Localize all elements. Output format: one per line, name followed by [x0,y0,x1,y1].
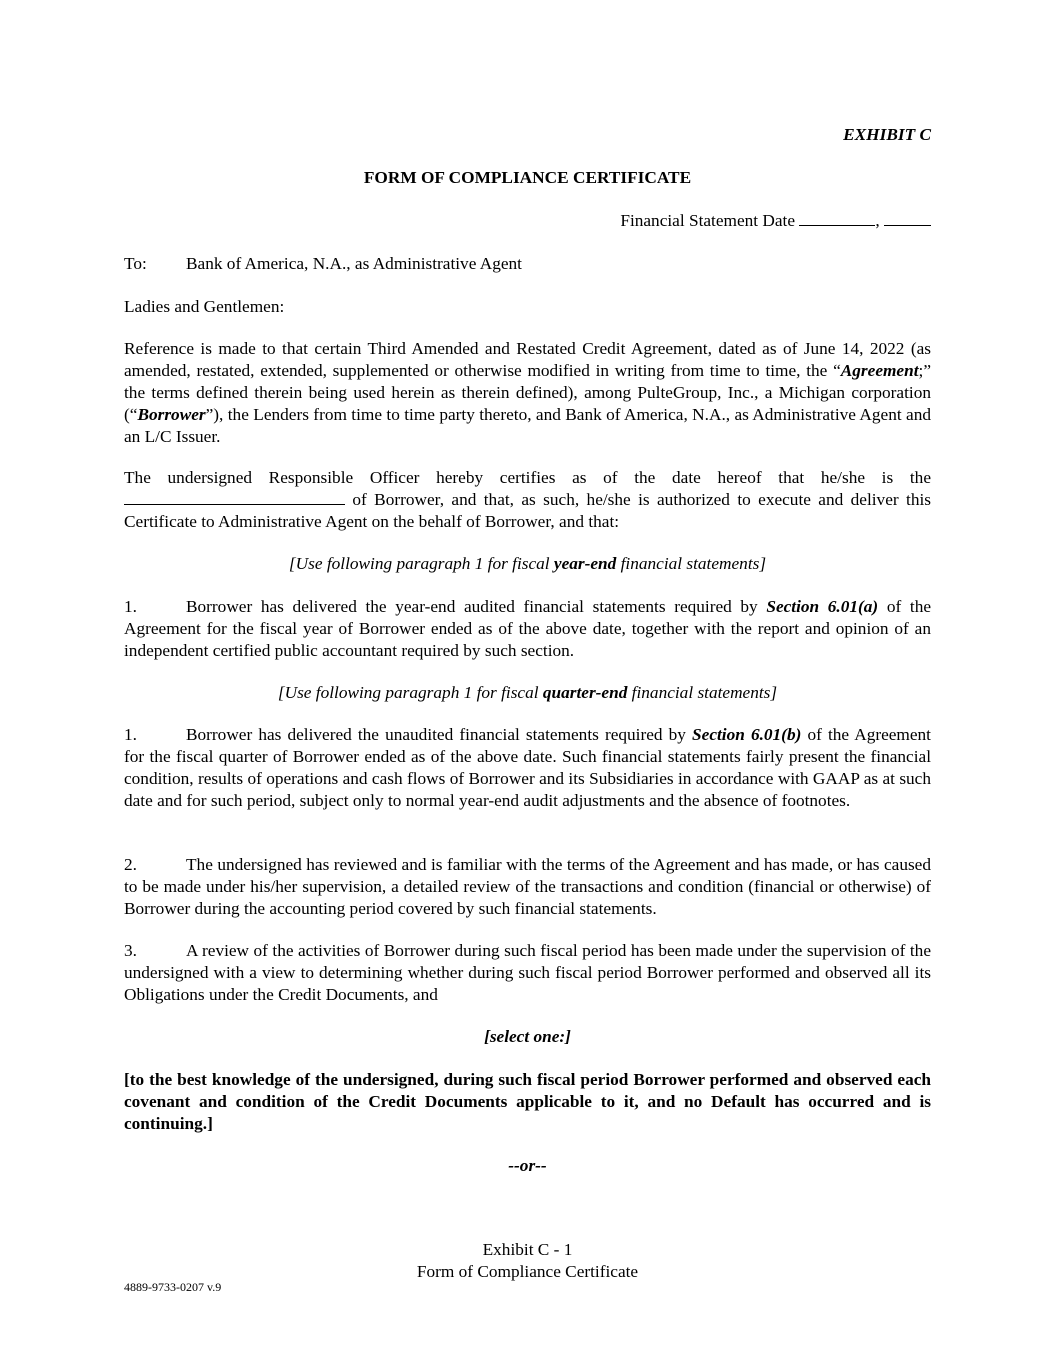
paragraph-3 [124,940,931,1006]
financial-statement-date-line [124,210,931,232]
paragraph-2 [124,854,931,920]
reference-text-part3: ”), the Lenders from time to time party thereto, and Bank of America, N.A., as Administrative Agent and an L/C Issuer. [124,405,931,446]
date-line-comma: , [875,211,880,230]
paragraph-number: 2. [124,855,137,874]
paragraph-1-quarter-end-part2: of the Agreement for the fiscal quarter of Borrower ended as of the above date. Such financial statements fairly present the financial condition, results of operations and cash flows of Borrower and its Subsidiaries in accordance with GAAP as at such date and for such period, subject only to normal year-end audit adjustments and the absence of footnotes. [124,725,931,810]
defined-term-agreement: Agreement [840,361,919,380]
instruction-quarter-end [124,682,931,704]
paragraph-1-quarter-end [124,724,931,812]
paragraph-1-quarter-end-part1: Borrower has delivered the unaudited financial statements required by [186,725,693,744]
instruction-year-end-before: [Use following paragraph 1 for fiscal [288,554,554,573]
certify-text-part2: of Borrower, and that, as such, he/she is authorized to execute and deliver this Certificate to Administrative Agent on the behalf of Borrower, and that: [124,490,931,531]
instruction-year-end-after: financial statements] [616,554,767,573]
or-separator: --or-- [508,1156,547,1175]
instruction-year-end [124,553,931,575]
paragraph-1-year-end-part1: Borrower has delivered the year-end audited financial statements required by [186,597,767,616]
defined-term-borrower: Borrower [137,405,206,424]
reference-text-part2: ;” the terms defined therein being used herein as therein defined), among PulteGroup, Inc., a Michigan corporation (“ [124,361,931,424]
section-reference-6-01b: Section 6.01(b) [692,725,802,744]
reference-text-part1: Reference is made to that certain Third Amended and Restated Credit Agreement, dated as of June 14, 2022 (as amended, restated, extended, supplemented or otherwise modified in writing from time to time, the “ [124,339,931,380]
option-1-no-default: [to the best knowledge of the undersigned, during such fiscal period Borrower performed and observed each covenant and condition of the Credit Documents applicable to it, and no Default has occurred and is continuing.] [124,1070,931,1133]
certify-paragraph [124,467,931,533]
select-one-instruction: [select one:] [484,1027,571,1046]
instruction-quarter-end-bold: quarter-end [542,683,628,702]
paragraph-2-text: The undersigned has reviewed and is familiar with the terms of the Agreement and has made, or has caused to be made under his/her supervision, a detailed review of the transactions and condition (financial or otherwise) of Borrower during the accounting period covered by such financial statements. [124,855,931,918]
paragraph-1-year-end-part2: of the Agreement for the fiscal year of Borrower ended as of the above date, together with the report and opinion of an independent certified public accountant required by such section. [124,597,932,660]
exhibit-label: EXHIBIT C [843,125,931,144]
document-title: FORM OF COMPLIANCE CERTIFICATE [363,168,692,187]
instruction-year-end-bold: year-end [553,554,617,573]
officer-title-blank [124,489,345,505]
instruction-quarter-end-before: [Use following paragraph 1 for fiscal [277,683,543,702]
paragraph-number: 1. [124,597,137,616]
section-reference-6-01a: Section 6.01(a) [766,597,879,616]
footer-line-1: Exhibit C - 1 [482,1240,573,1259]
salutation: Ladies and Gentlemen: [124,297,285,316]
date-blank-month-day [799,210,875,226]
certify-text-part1: The undersigned Responsible Officer hereby certifies as of the date hereof that he/she is the [124,468,931,487]
to-label: To: [124,254,147,273]
footer-line-2: Form of Compliance Certificate [416,1262,639,1281]
reference-paragraph [124,338,931,448]
paragraph-1-year-end [124,596,931,662]
date-blank-year [884,210,931,226]
paragraph-number: 1. [124,725,137,744]
document-page [124,0,931,1365]
addressee-line [124,253,931,275]
paragraph-3-text: A review of the activities of Borrower during such fiscal period has been made under the supervision of the undersigned with a view to determining whether during such fiscal period Borrower performed and observed all its Obligations under the Credit Documents, and [124,941,931,1004]
addressee-value: Bank of America, N.A., as Administrative Agent [186,254,522,273]
date-line-label: Financial Statement Date [620,211,796,230]
document-id: 4889-9733-0207 v.9 [124,1280,222,1294]
instruction-quarter-end-after: financial statements] [627,683,778,702]
paragraph-number: 3. [124,941,137,960]
